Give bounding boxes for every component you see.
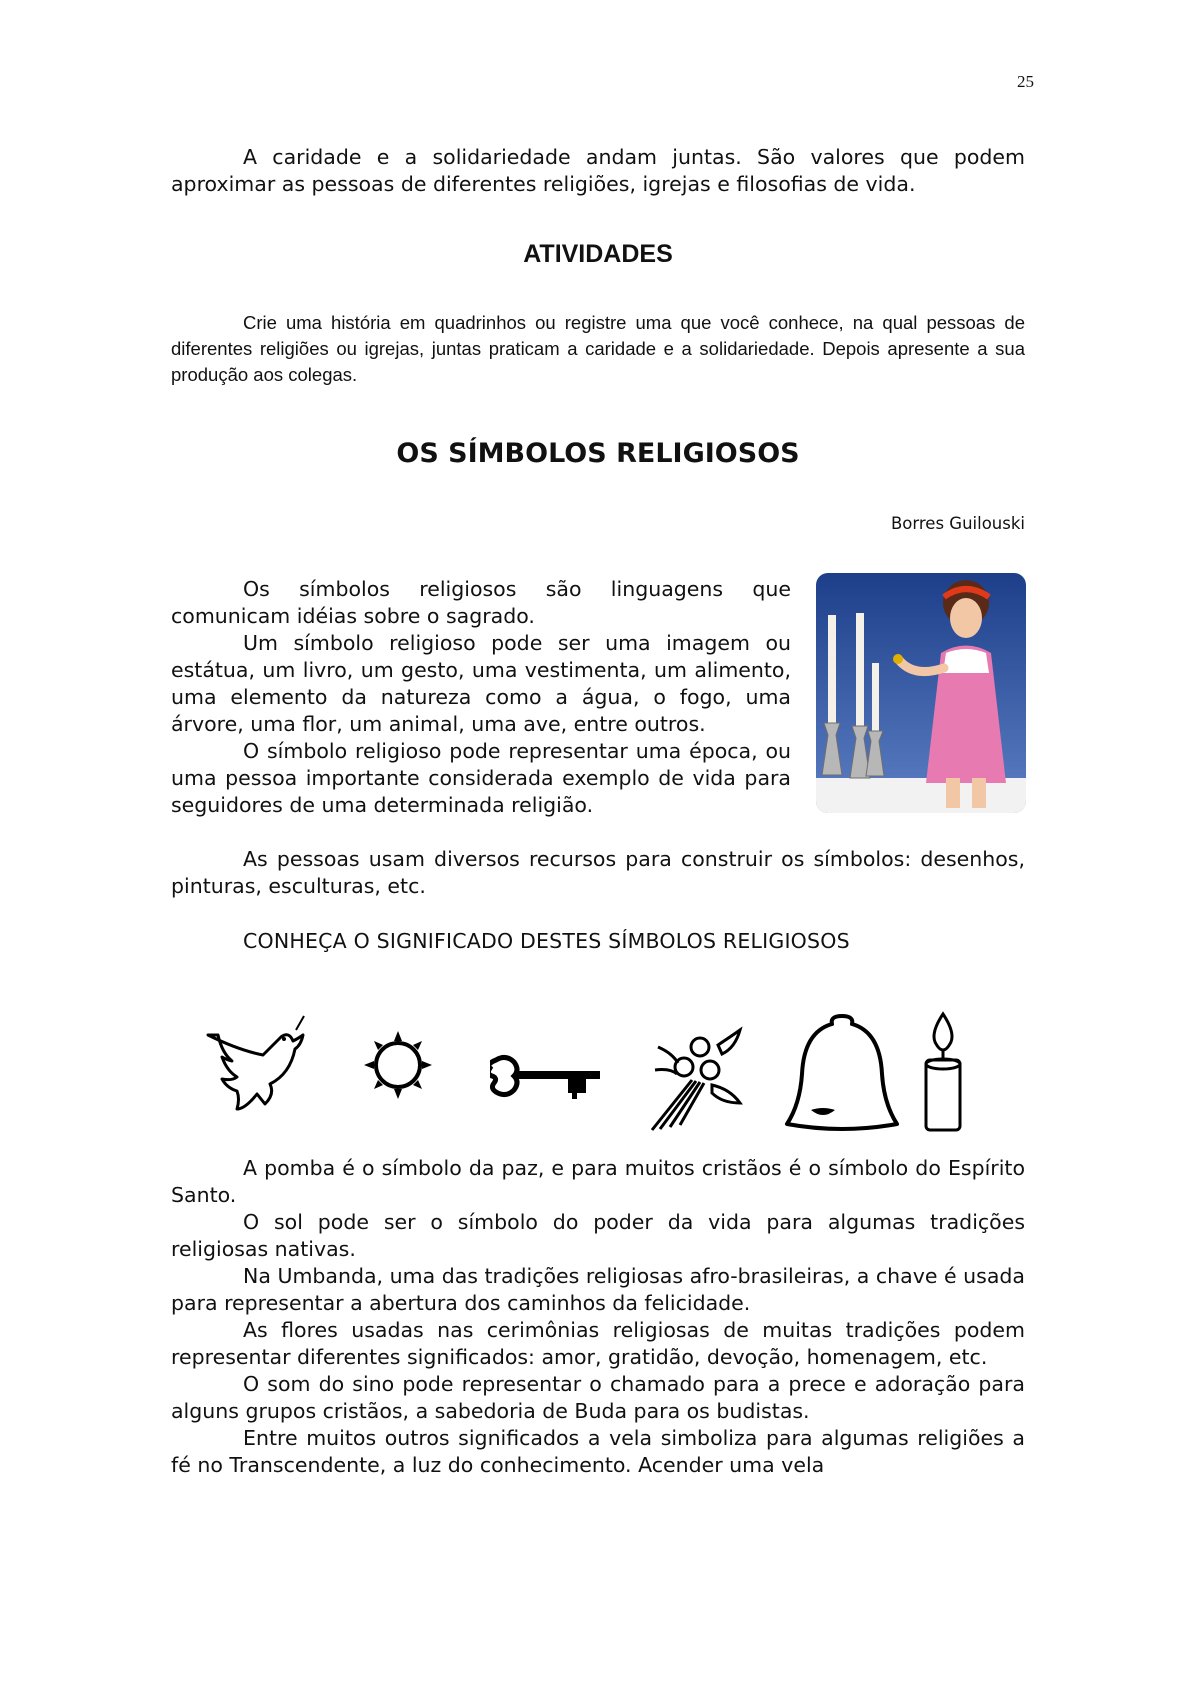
symbol-meanings	[171, 1155, 1025, 1479]
intro-paragraph: A caridade e a solidariedade andam juntas. São valores que podem aproximar as pessoas de diferentes religiões, igrejas e filosofias de vida.	[171, 145, 1025, 196]
candle-icon	[918, 1010, 968, 1135]
sun-icon	[360, 1027, 436, 1103]
dove-icon	[188, 1010, 313, 1135]
resources-paragraph: As pessoas usam diversos recursos para construir os símbolos: desenhos, pinturas, esculturas, etc.	[171, 847, 1025, 898]
bell-icon	[783, 1010, 901, 1135]
section-heading: OS SÍMBOLOS RELIGIOSOS	[396, 438, 800, 469]
paragraph: O símbolo religioso pode representar uma época, ou uma pessoa importante considerada exemplo de vida para seguidores de uma determinada religião.	[171, 739, 791, 817]
page-number: 25	[1017, 72, 1034, 91]
meaning-key: Na Umbanda, uma das tradições religiosas afro-brasileiras, a chave é usada para representar a abertura dos caminhos da felicidade.	[171, 1264, 1025, 1315]
meaning-candle: Entre muitos outros significados a vela simboliza para algumas religiões a fé no Transcendente, a luz do conhecimento. Acender uma vela	[171, 1426, 1025, 1477]
activities-paragraph: Crie uma história em quadrinhos ou registre uma que você conhece, na qual pessoas de diferentes religiões ou igrejas, juntas praticam a caridade e a solidariedade. Depois apresente a sua produção aos colegas.	[171, 312, 1025, 385]
flowers-icon	[640, 1025, 750, 1135]
key-icon	[490, 1050, 605, 1105]
paragraph: Os símbolos religiosos são linguagens que comunicam idéias sobre o sagrado.	[171, 577, 791, 628]
girl-lighting-candles-photo	[816, 573, 1026, 813]
symbols-subtitle: CONHEÇA O SIGNIFICADO DESTES SÍMBOLOS RELIGIOSOS	[243, 929, 850, 953]
paragraph: Um símbolo religioso pode ser uma imagem ou estátua, um livro, um gesto, uma vestimenta, um alimento, uma elemento da natureza como a água, o fogo, uma árvore, uma flor, um animal, uma ave, entre outros.	[171, 631, 791, 736]
meaning-bell: O som do sino pode representar o chamado para a prece e adoração para alguns grupos cristãos, a sabedoria de Buda para os budistas.	[171, 1372, 1025, 1423]
meaning-dove: A pomba é o símbolo da paz, e para muitos cristãos é o símbolo do Espírito Santo.	[171, 1156, 1025, 1207]
meaning-sun: O sol pode ser o símbolo do poder da vida para algumas tradições religiosas nativas.	[171, 1210, 1025, 1261]
meaning-flowers: As flores usadas nas cerimônias religiosas de muitas tradições podem representar diferentes significados: amor, gratidão, devoção, homenagem, etc.	[171, 1318, 1025, 1369]
activities-heading: ATIVIDADES	[523, 240, 673, 268]
author: Borres Guilouski	[890, 514, 1025, 533]
symbols-intro	[171, 576, 791, 819]
